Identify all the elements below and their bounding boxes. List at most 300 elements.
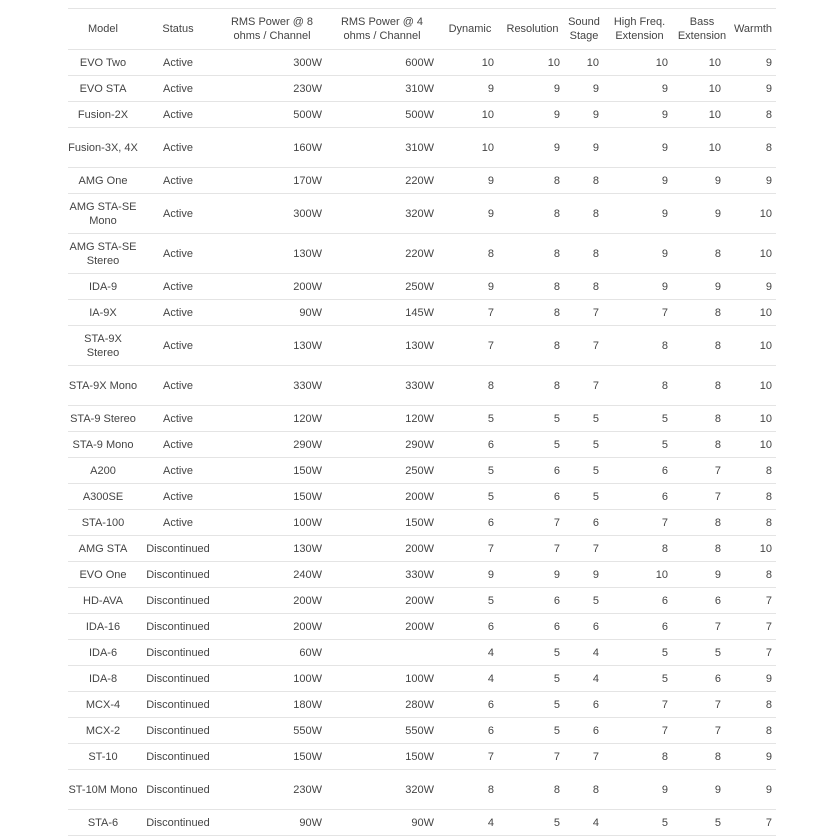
cell-high-freq-extension: 5: [605, 406, 674, 432]
cell-status: Discontinued: [138, 744, 218, 770]
cell-rms-4-ohm: 310W: [326, 128, 438, 168]
cell-bass-extension: 6: [674, 666, 730, 692]
column-header-sound-stage: Sound Stage: [563, 9, 605, 50]
cell-high-freq-extension: 6: [605, 484, 674, 510]
table-row: [68, 102, 776, 128]
cell-rms-8-ohm: 500W: [218, 102, 326, 128]
cell-high-freq-extension: 10: [605, 562, 674, 588]
cell-dynamic: 6: [438, 510, 502, 536]
table-row: [68, 50, 776, 76]
cell-rms-8-ohm: 550W: [218, 718, 326, 744]
cell-rms-8-ohm: 60W: [218, 640, 326, 666]
cell-status: Discontinued: [138, 640, 218, 666]
column-header-bass-extension: Bass Extension: [674, 9, 730, 50]
cell-bass-extension: 8: [674, 234, 730, 274]
cell-high-freq-extension: 5: [605, 666, 674, 692]
column-header-high-freq-extension: High Freq. Extension: [605, 9, 674, 50]
cell-rms-4-ohm: 250W: [326, 274, 438, 300]
cell-warmth: 9: [730, 770, 776, 810]
cell-rms-8-ohm: 90W: [218, 300, 326, 326]
cell-rms-8-ohm: 230W: [218, 770, 326, 810]
cell-bass-extension: 7: [674, 458, 730, 484]
cell-resolution: 6: [502, 588, 563, 614]
table-row: [68, 562, 776, 588]
cell-dynamic: 4: [438, 810, 502, 836]
cell-bass-extension: 9: [674, 274, 730, 300]
cell-high-freq-extension: 9: [605, 168, 674, 194]
cell-warmth: 10: [730, 432, 776, 458]
cell-bass-extension: 5: [674, 640, 730, 666]
cell-rms-8-ohm: 200W: [218, 588, 326, 614]
cell-resolution: 8: [502, 234, 563, 274]
table-row: [68, 300, 776, 326]
cell-bass-extension: 6: [674, 588, 730, 614]
cell-status: Discontinued: [138, 562, 218, 588]
cell-rms-4-ohm: 320W: [326, 194, 438, 234]
cell-model: STA-9 Mono: [68, 432, 138, 458]
cell-rms-8-ohm: 330W: [218, 366, 326, 406]
cell-resolution: 8: [502, 326, 563, 366]
cell-warmth: 10: [730, 300, 776, 326]
cell-model: ST-10: [68, 744, 138, 770]
cell-sound-stage: 7: [563, 326, 605, 366]
cell-warmth: 8: [730, 128, 776, 168]
cell-high-freq-extension: 7: [605, 692, 674, 718]
cell-resolution: 10: [502, 50, 563, 76]
cell-model: STA-9X Stereo: [68, 326, 138, 366]
cell-status: Active: [138, 50, 218, 76]
cell-rms-8-ohm: 180W: [218, 692, 326, 718]
cell-resolution: 6: [502, 458, 563, 484]
cell-rms-8-ohm: 130W: [218, 326, 326, 366]
cell-bass-extension: 8: [674, 406, 730, 432]
cell-resolution: 5: [502, 640, 563, 666]
cell-dynamic: 5: [438, 588, 502, 614]
cell-bass-extension: 8: [674, 510, 730, 536]
cell-rms-4-ohm: 220W: [326, 168, 438, 194]
cell-status: Active: [138, 194, 218, 234]
cell-bass-extension: 10: [674, 102, 730, 128]
cell-high-freq-extension: 8: [605, 326, 674, 366]
cell-high-freq-extension: 7: [605, 510, 674, 536]
cell-rms-4-ohm: 200W: [326, 484, 438, 510]
cell-sound-stage: 4: [563, 810, 605, 836]
cell-warmth: 9: [730, 274, 776, 300]
cell-bass-extension: 9: [674, 562, 730, 588]
cell-sound-stage: 6: [563, 614, 605, 640]
cell-status: Active: [138, 510, 218, 536]
cell-sound-stage: 10: [563, 50, 605, 76]
cell-bass-extension: 7: [674, 614, 730, 640]
cell-rms-8-ohm: 200W: [218, 274, 326, 300]
table-row: [68, 234, 776, 274]
cell-rms-8-ohm: 240W: [218, 562, 326, 588]
cell-sound-stage: 7: [563, 744, 605, 770]
cell-high-freq-extension: 8: [605, 744, 674, 770]
cell-bass-extension: 9: [674, 770, 730, 810]
cell-bass-extension: 8: [674, 326, 730, 366]
cell-sound-stage: 5: [563, 432, 605, 458]
cell-status: Active: [138, 102, 218, 128]
column-header-rms-8-ohm: RMS Power @ 8 ohms / Channel: [218, 9, 326, 50]
cell-warmth: 9: [730, 76, 776, 102]
column-header-rms-4-ohm: RMS Power @ 4 ohms / Channel: [326, 9, 438, 50]
cell-high-freq-extension: 9: [605, 274, 674, 300]
cell-sound-stage: 8: [563, 168, 605, 194]
cell-bass-extension: 7: [674, 718, 730, 744]
cell-status: Discontinued: [138, 666, 218, 692]
cell-status: Active: [138, 300, 218, 326]
cell-model: MCX-4: [68, 692, 138, 718]
cell-rms-4-ohm: [326, 640, 438, 666]
cell-rms-4-ohm: 320W: [326, 770, 438, 810]
cell-warmth: 10: [730, 406, 776, 432]
cell-warmth: 10: [730, 234, 776, 274]
cell-rms-8-ohm: 300W: [218, 194, 326, 234]
cell-rms-4-ohm: 280W: [326, 692, 438, 718]
cell-resolution: 6: [502, 614, 563, 640]
cell-bass-extension: 10: [674, 76, 730, 102]
cell-rms-4-ohm: 600W: [326, 50, 438, 76]
cell-model: ST-10M Mono: [68, 770, 138, 810]
table-row: [68, 484, 776, 510]
cell-status: Active: [138, 406, 218, 432]
cell-rms-8-ohm: 300W: [218, 50, 326, 76]
cell-rms-8-ohm: 150W: [218, 458, 326, 484]
cell-model: IA-9X: [68, 300, 138, 326]
cell-resolution: 7: [502, 510, 563, 536]
column-header-status: Status: [138, 9, 218, 50]
cell-rms-8-ohm: 100W: [218, 510, 326, 536]
cell-resolution: 8: [502, 366, 563, 406]
table-row: [68, 510, 776, 536]
cell-high-freq-extension: 8: [605, 536, 674, 562]
cell-rms-4-ohm: 330W: [326, 562, 438, 588]
cell-resolution: 5: [502, 810, 563, 836]
cell-status: Discontinued: [138, 614, 218, 640]
cell-sound-stage: 7: [563, 366, 605, 406]
cell-high-freq-extension: 6: [605, 614, 674, 640]
table-row: [68, 366, 776, 406]
cell-dynamic: 10: [438, 50, 502, 76]
cell-rms-8-ohm: 150W: [218, 484, 326, 510]
cell-rms-4-ohm: 130W: [326, 326, 438, 366]
cell-high-freq-extension: 6: [605, 458, 674, 484]
cell-sound-stage: 9: [563, 562, 605, 588]
cell-model: Fusion-2X: [68, 102, 138, 128]
table-row: [68, 128, 776, 168]
cell-rms-4-ohm: 200W: [326, 536, 438, 562]
cell-status: Discontinued: [138, 692, 218, 718]
cell-rms-4-ohm: 310W: [326, 76, 438, 102]
cell-rms-4-ohm: 120W: [326, 406, 438, 432]
cell-high-freq-extension: 5: [605, 432, 674, 458]
table-row: [68, 614, 776, 640]
cell-status: Active: [138, 484, 218, 510]
cell-model: IDA-9: [68, 274, 138, 300]
cell-warmth: 8: [730, 692, 776, 718]
cell-bass-extension: 8: [674, 432, 730, 458]
cell-dynamic: 7: [438, 326, 502, 366]
cell-resolution: 5: [502, 718, 563, 744]
cell-warmth: 10: [730, 194, 776, 234]
table-row: [68, 326, 776, 366]
cell-warmth: 10: [730, 326, 776, 366]
cell-sound-stage: 5: [563, 484, 605, 510]
column-header-dynamic: Dynamic: [438, 9, 502, 50]
cell-rms-4-ohm: 145W: [326, 300, 438, 326]
column-header-model: Model: [68, 9, 138, 50]
cell-warmth: 8: [730, 484, 776, 510]
cell-high-freq-extension: 9: [605, 76, 674, 102]
cell-sound-stage: 8: [563, 770, 605, 810]
cell-resolution: 9: [502, 102, 563, 128]
cell-dynamic: 8: [438, 366, 502, 406]
cell-resolution: 7: [502, 744, 563, 770]
cell-warmth: 7: [730, 640, 776, 666]
cell-rms-8-ohm: 230W: [218, 76, 326, 102]
cell-rms-8-ohm: 100W: [218, 666, 326, 692]
cell-high-freq-extension: 9: [605, 194, 674, 234]
cell-status: Active: [138, 458, 218, 484]
cell-model: STA-6: [68, 810, 138, 836]
cell-warmth: 8: [730, 458, 776, 484]
cell-warmth: 9: [730, 666, 776, 692]
cell-status: Active: [138, 274, 218, 300]
cell-sound-stage: 9: [563, 128, 605, 168]
cell-warmth: 7: [730, 614, 776, 640]
cell-model: EVO One: [68, 562, 138, 588]
cell-bass-extension: 7: [674, 692, 730, 718]
cell-model: STA-9X Mono: [68, 366, 138, 406]
cell-status: Active: [138, 432, 218, 458]
cell-model: MCX-2: [68, 718, 138, 744]
cell-dynamic: 9: [438, 562, 502, 588]
cell-bass-extension: 9: [674, 168, 730, 194]
cell-model: AMG STA-SE Stereo: [68, 234, 138, 274]
cell-model: STA-9 Stereo: [68, 406, 138, 432]
cell-rms-4-ohm: 150W: [326, 744, 438, 770]
cell-sound-stage: 5: [563, 588, 605, 614]
cell-resolution: 9: [502, 128, 563, 168]
cell-warmth: 8: [730, 562, 776, 588]
cell-warmth: 9: [730, 744, 776, 770]
cell-model: EVO Two: [68, 50, 138, 76]
cell-bass-extension: 8: [674, 300, 730, 326]
table-row: [68, 640, 776, 666]
cell-model: STA-100: [68, 510, 138, 536]
cell-rms-8-ohm: 120W: [218, 406, 326, 432]
cell-dynamic: 5: [438, 458, 502, 484]
cell-warmth: 7: [730, 810, 776, 836]
cell-rms-4-ohm: 250W: [326, 458, 438, 484]
cell-rms-8-ohm: 150W: [218, 744, 326, 770]
table-row: [68, 168, 776, 194]
cell-dynamic: 5: [438, 484, 502, 510]
cell-bass-extension: 10: [674, 128, 730, 168]
cell-bass-extension: 9: [674, 194, 730, 234]
table-body: [68, 50, 776, 836]
cell-model: AMG One: [68, 168, 138, 194]
cell-sound-stage: 6: [563, 510, 605, 536]
table-row: [68, 406, 776, 432]
cell-status: Discontinued: [138, 718, 218, 744]
table-row: [68, 274, 776, 300]
cell-resolution: 7: [502, 536, 563, 562]
cell-bass-extension: 7: [674, 484, 730, 510]
cell-sound-stage: 4: [563, 666, 605, 692]
cell-sound-stage: 6: [563, 718, 605, 744]
cell-sound-stage: 6: [563, 692, 605, 718]
cell-resolution: 8: [502, 168, 563, 194]
cell-model: Fusion-3X, 4X: [68, 128, 138, 168]
cell-sound-stage: 7: [563, 536, 605, 562]
cell-rms-4-ohm: 100W: [326, 666, 438, 692]
cell-resolution: 5: [502, 666, 563, 692]
cell-status: Active: [138, 128, 218, 168]
cell-model: AMG STA: [68, 536, 138, 562]
header-row: [68, 9, 776, 50]
cell-rms-4-ohm: 200W: [326, 614, 438, 640]
table-row: [68, 744, 776, 770]
cell-high-freq-extension: 6: [605, 588, 674, 614]
cell-sound-stage: 9: [563, 102, 605, 128]
cell-warmth: 8: [730, 718, 776, 744]
cell-dynamic: 6: [438, 432, 502, 458]
cell-model: EVO STA: [68, 76, 138, 102]
cell-rms-4-ohm: 500W: [326, 102, 438, 128]
cell-dynamic: 7: [438, 300, 502, 326]
cell-dynamic: 9: [438, 194, 502, 234]
cell-bass-extension: 5: [674, 810, 730, 836]
cell-dynamic: 7: [438, 536, 502, 562]
cell-rms-4-ohm: 220W: [326, 234, 438, 274]
cell-rms-8-ohm: 130W: [218, 234, 326, 274]
cell-status: Discontinued: [138, 588, 218, 614]
cell-sound-stage: 4: [563, 640, 605, 666]
cell-dynamic: 9: [438, 76, 502, 102]
cell-bass-extension: 8: [674, 536, 730, 562]
table-row: [68, 194, 776, 234]
cell-resolution: 5: [502, 406, 563, 432]
cell-model: A200: [68, 458, 138, 484]
cell-dynamic: 4: [438, 640, 502, 666]
cell-rms-4-ohm: 550W: [326, 718, 438, 744]
cell-rms-4-ohm: 200W: [326, 588, 438, 614]
table-row: [68, 588, 776, 614]
cell-status: Active: [138, 76, 218, 102]
table-row: [68, 810, 776, 836]
cell-warmth: 10: [730, 366, 776, 406]
cell-model: A300SE: [68, 484, 138, 510]
cell-rms-8-ohm: 290W: [218, 432, 326, 458]
table-row: [68, 76, 776, 102]
cell-model: IDA-16: [68, 614, 138, 640]
table-row: [68, 666, 776, 692]
cell-warmth: 9: [730, 50, 776, 76]
table-row: [68, 458, 776, 484]
cell-rms-4-ohm: 150W: [326, 510, 438, 536]
cell-dynamic: 4: [438, 666, 502, 692]
cell-resolution: 5: [502, 432, 563, 458]
cell-warmth: 8: [730, 510, 776, 536]
cell-warmth: 8: [730, 102, 776, 128]
cell-rms-4-ohm: 290W: [326, 432, 438, 458]
cell-resolution: 9: [502, 562, 563, 588]
table-row: [68, 770, 776, 810]
cell-dynamic: 8: [438, 234, 502, 274]
cell-high-freq-extension: 9: [605, 128, 674, 168]
cell-sound-stage: 5: [563, 458, 605, 484]
cell-dynamic: 5: [438, 406, 502, 432]
cell-resolution: 6: [502, 484, 563, 510]
cell-high-freq-extension: 9: [605, 102, 674, 128]
cell-dynamic: 6: [438, 718, 502, 744]
cell-high-freq-extension: 9: [605, 234, 674, 274]
table-row: [68, 692, 776, 718]
cell-rms-8-ohm: 90W: [218, 810, 326, 836]
cell-warmth: 10: [730, 536, 776, 562]
cell-rms-8-ohm: 160W: [218, 128, 326, 168]
cell-dynamic: 9: [438, 274, 502, 300]
cell-high-freq-extension: 9: [605, 770, 674, 810]
cell-status: Active: [138, 168, 218, 194]
cell-high-freq-extension: 8: [605, 366, 674, 406]
cell-status: Discontinued: [138, 536, 218, 562]
cell-sound-stage: 8: [563, 274, 605, 300]
cell-rms-8-ohm: 130W: [218, 536, 326, 562]
cell-resolution: 8: [502, 300, 563, 326]
cell-warmth: 7: [730, 588, 776, 614]
cell-status: Active: [138, 366, 218, 406]
cell-dynamic: 6: [438, 614, 502, 640]
cell-resolution: 8: [502, 194, 563, 234]
cell-bass-extension: 8: [674, 366, 730, 406]
cell-sound-stage: 5: [563, 406, 605, 432]
cell-dynamic: 9: [438, 168, 502, 194]
cell-rms-8-ohm: 170W: [218, 168, 326, 194]
cell-model: IDA-8: [68, 666, 138, 692]
cell-sound-stage: 7: [563, 300, 605, 326]
cell-resolution: 8: [502, 274, 563, 300]
cell-bass-extension: 8: [674, 744, 730, 770]
cell-high-freq-extension: 7: [605, 718, 674, 744]
cell-resolution: 5: [502, 692, 563, 718]
cell-high-freq-extension: 5: [605, 640, 674, 666]
amplifier-table: [68, 9, 776, 836]
cell-high-freq-extension: 7: [605, 300, 674, 326]
cell-warmth: 9: [730, 168, 776, 194]
cell-rms-4-ohm: 330W: [326, 366, 438, 406]
cell-dynamic: 7: [438, 744, 502, 770]
column-header-warmth: Warmth: [730, 9, 776, 50]
table-row: [68, 718, 776, 744]
cell-sound-stage: 8: [563, 234, 605, 274]
cell-status: Active: [138, 234, 218, 274]
column-header-resolution: Resolution: [502, 9, 563, 50]
cell-resolution: 9: [502, 76, 563, 102]
cell-model: IDA-6: [68, 640, 138, 666]
cell-high-freq-extension: 10: [605, 50, 674, 76]
cell-dynamic: 10: [438, 102, 502, 128]
cell-high-freq-extension: 5: [605, 810, 674, 836]
cell-sound-stage: 8: [563, 194, 605, 234]
amplifier-comparison: [68, 8, 776, 836]
table-row: [68, 536, 776, 562]
cell-dynamic: 8: [438, 770, 502, 810]
cell-resolution: 8: [502, 770, 563, 810]
cell-model: AMG STA-SE Mono: [68, 194, 138, 234]
